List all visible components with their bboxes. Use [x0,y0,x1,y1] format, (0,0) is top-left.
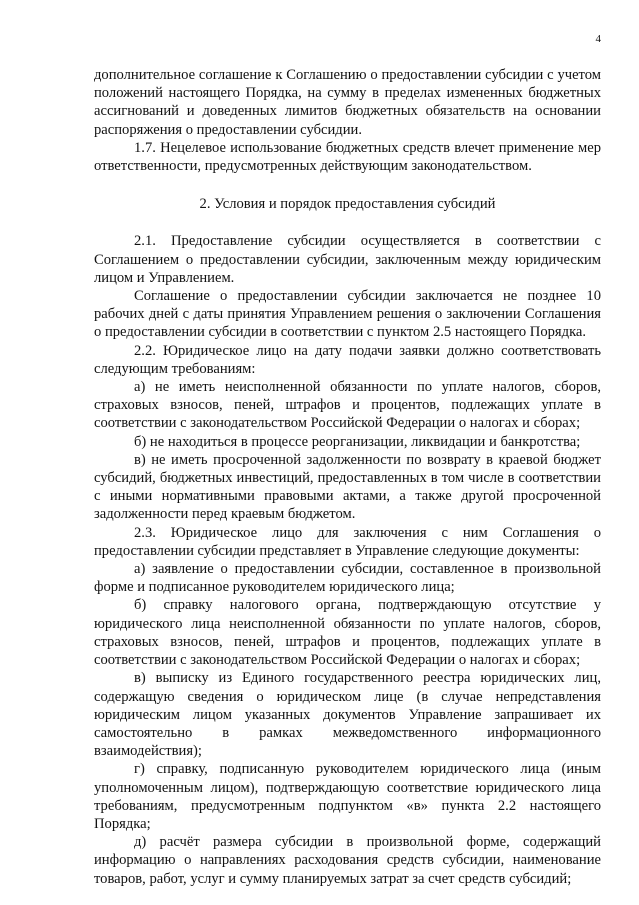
section-title: 2. Условия и порядок предоставления субсидий [199,196,496,213]
paragraph: 2.3. Юридическое лицо для заключения с ним Соглашения о предоставлении субсидии представляет в Управление следующие документы: [94,524,601,559]
paragraph: д) расчёт размера субсидии в произвольной форме, содержащий информацию о направлениях расходования средств субсидии, наименование товаров, работ, услуг и сумму планируемых затрат за счет средств субсидий; [94,834,601,887]
paragraph: а) заявление о предоставлении субсидии, составленное в произвольной форме и подписанное руководителем юридического лица; [94,561,601,596]
paragraph: б) не находиться в процессе реорганизации, ликвидации и банкротства; [134,433,581,450]
paragraph: г) справку, подписанную руководителем юридического лица (иным уполномоченным лицом), подтверждающую соответствие юридического лица требованиям, предусмотренным подпунктом «в» пункта 2.2 настоящего Порядка; [94,761,601,832]
paragraph: а) не иметь неисполненной обязанности по уплате налогов, сборов, страховых взносов, пеней, штрафов и процентов, подлежащих уплате в соответствии с законодательством Российской Федерации о налогах и сборах; [94,379,601,432]
document-body [94,66,601,888]
paragraph: в) не иметь просроченной задолженности по возврату в краевой бюджет субсидий, бюджетных инвестиций, предоставленных в том числе в соответствии с иными нормативными правовыми актами, а также другой просроченной задолженности перед краевым бюджетом. [94,451,601,523]
page-number: 4 [595,33,601,45]
paragraph: 2.1. Предоставление субсидии осуществляется в соответствии с Соглашением о предоставлении субсидии, заключенным между юридическим лицом и Управлением. [94,233,601,286]
paragraph: 1.7. Нецелевое использование бюджетных средств влечет применение мер ответственности, предусмотренных действующим законодательством. [94,139,601,175]
paragraph: б) справку налогового органа, подтверждающую отсутствие у юридического лица неисполненной обязанности по уплате налогов, сборов, страховых взносов, пеней, штрафов и процентов, подлежащих уплате в соответствии с законодательством Российской Федерации о налогах и сборах; [94,597,601,669]
paragraph: в) выписку из Единого государственного реестра юридических лиц, содержащую сведения о юридическом лице (в случае непредставления юридическим лицом указанных документов Управление запрашивает их самостоятельно в рамках межведомственного информационного взаимодействия); [94,670,601,760]
paragraph: дополнительное соглашение к Соглашению о предоставлении субсидии с учетом положений настоящего Порядка, на сумму в пределах измененных бюджетных ассигнований и доведенных лимитов бюджетных обязательств на основании распоряжения о предоставлении субсидии. [94,67,601,138]
paragraph: 2.2. Юридическое лицо на дату подачи заявки должно соответствовать следующим требованиям: [94,342,601,377]
paragraph: Соглашение о предоставлении субсидии заключается не позднее 10 рабочих дней с даты принятия Управлением решения о заключении Соглашения о предоставлении субсидии в соответствии с пунктом 2.5 настоящего Порядка. [94,288,601,341]
